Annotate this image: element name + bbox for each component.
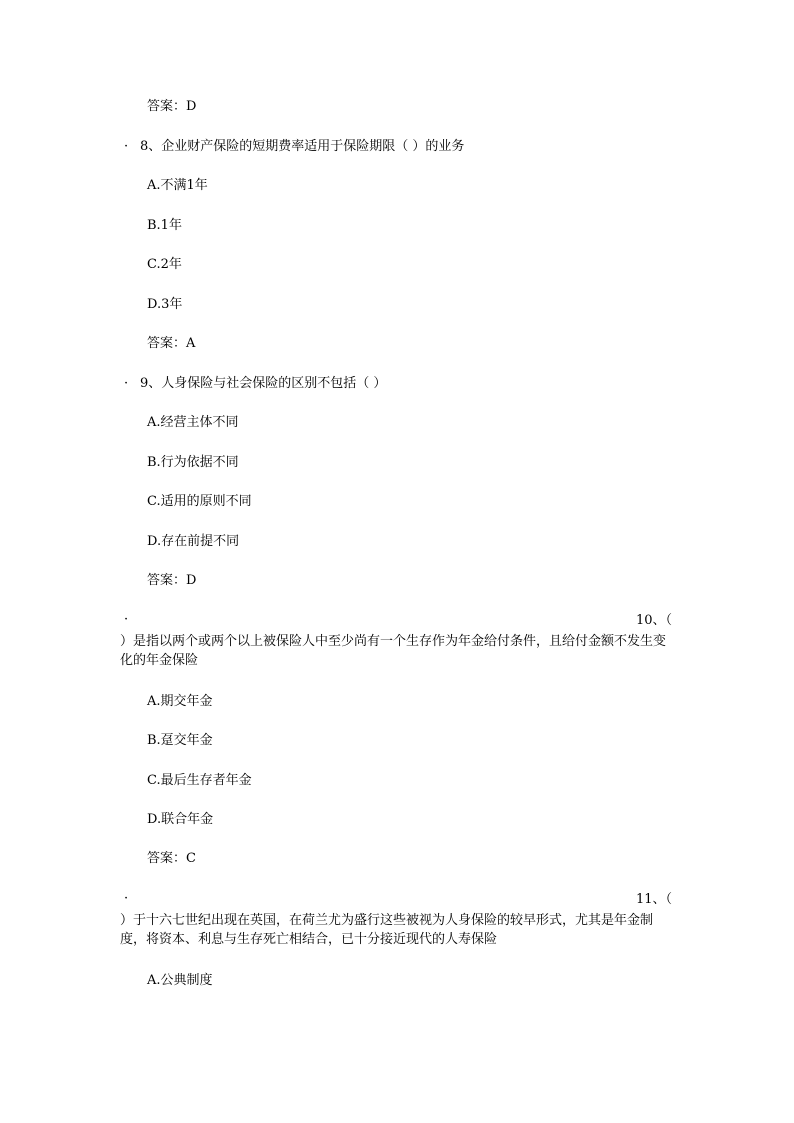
q8-answer: 答案：A [147,336,196,351]
q10-option-c: C.最后生存者年金 [147,773,252,788]
q8-option-a: A.不满1年 [147,178,208,193]
q9-bullet: · [124,376,129,391]
q8-bullet: · [124,139,129,154]
q11-number: 11、（ [635,892,672,907]
q9-option-a: A.经营主体不同 [147,415,239,430]
q10-answer: 答案：C [147,851,196,866]
q10-stem: ）是指以两个或两个以上被保险人中至少尚有一个生存作为年金给付条件，且给付金额不发生变化的年金保险 [120,634,667,668]
q9-stem: 9、人身保险与社会保险的区别不包括（ ） [140,376,387,391]
q9-option-c: C.适用的原则不同 [147,494,252,509]
q10-option-d: D.联合年金 [147,812,214,827]
q8-option-c: C.2年 [147,257,182,272]
q10-number: 10、（ [635,613,672,628]
q8-option-b: B.1年 [147,218,182,233]
q10-bullet: · [124,612,129,627]
q11-option-a: A.公典制度 [147,973,213,988]
q8-stem: 8、企业财产保险的短期费率适用于保险期限（ ）的业务 [140,139,465,154]
q10-option-a: A.期交年金 [147,694,213,709]
q11-bullet: · [124,891,129,906]
q10-option-b: B.趸交年金 [147,733,213,748]
q9-option-b: B.行为依据不同 [147,455,239,470]
q11-stem: ）于十六七世纪出现在英国，在荷兰尤为盛行这些被视为人身保险的较早形式，尤其是年金制度，将资本、利息与生存死亡相结合，已十分接近现代的人寿保险 [120,913,654,947]
q8-option-d: D.3年 [147,297,183,312]
q9-option-d: D.存在前提不同 [147,534,240,549]
q7-answer: 答案：D [147,99,197,114]
q9-answer: 答案：D [147,573,197,588]
